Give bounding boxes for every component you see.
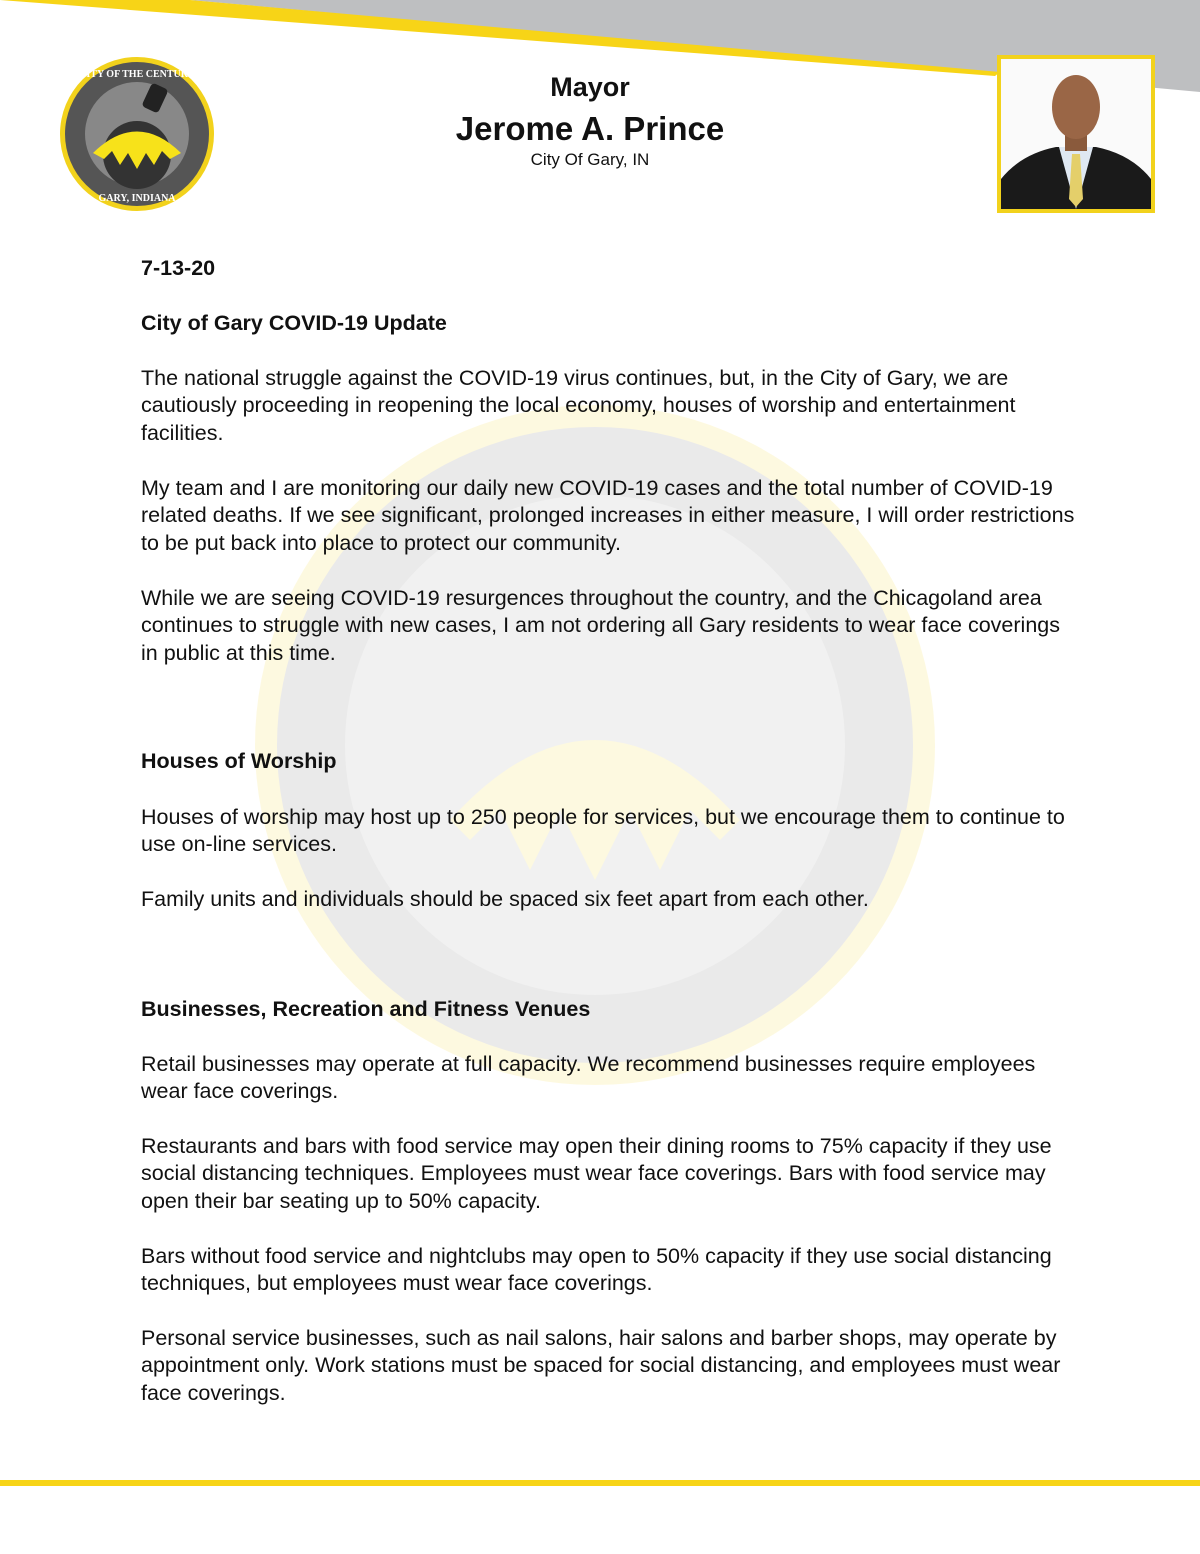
header-title: Mayor (550, 72, 630, 102)
paragraph: Family units and individuals should be spaced six feet apart from each other. (141, 887, 869, 911)
paragraph: Personal service businesses, such as nail salons, hair salons and barber shops, may operate by appointment only. Work stations must be spaced for social distancing, and employees must wear face coverings. (141, 1326, 1061, 1405)
paragraph: Retail businesses may operate at full capacity. We recommend businesses require employees wear face coverings. (141, 1052, 1036, 1104)
paragraph: While we are seeing COVID-19 resurgences throughout the country, and the Chicagoland area continues to struggle with new cases, I am not ordering all Gary residents to wear face coverings in public at this time. (141, 586, 1060, 665)
mayor-name: Jerome A. Prince (455, 110, 725, 147)
paragraph: The national struggle against the COVID-19 virus continues, but, in the City of Gary, we are cautiously proceeding in reopening the local economy, houses of worship and entertainment facilities. (141, 366, 1016, 445)
paragraph: Houses of worship may host up to 250 people for services, but we encourage them to continue to use on-line services. (141, 805, 1065, 857)
section-heading-worship: Houses of Worship (141, 749, 337, 773)
paragraph: My team and I are monitoring our daily new COVID-19 cases and the total number of COVID-19 related deaths. If we see significant, prolonged increases in either measure, I will order restrictions to be put back into place to protect our community. (141, 476, 1075, 555)
svg-text:CITY OF THE CENTURY: CITY OF THE CENTURY (79, 69, 195, 80)
document-title: City of Gary COVID-19 Update (141, 311, 447, 335)
svg-text:GARY, INDIANA: GARY, INDIANA (98, 193, 176, 204)
paragraph: Restaurants and bars with food service may open their dining rooms to 75% capacity if they use social distancing techniques. Employees must wear face coverings. Bars with food service may open their bar seating up to 50% capacity. (141, 1134, 1052, 1213)
section-heading-business: Businesses, Recreation and Fitness Venues (141, 997, 591, 1021)
document-date: 7-13-20 (141, 256, 216, 280)
paragraph: Bars without food service and nightclubs may open to 50% capacity if they use social distancing techniques, but employees must wear face coverings. (141, 1244, 1052, 1296)
footer-divider (0, 1480, 1200, 1486)
city-name: City Of Gary, IN (530, 150, 650, 169)
mayor-photo (997, 55, 1155, 213)
